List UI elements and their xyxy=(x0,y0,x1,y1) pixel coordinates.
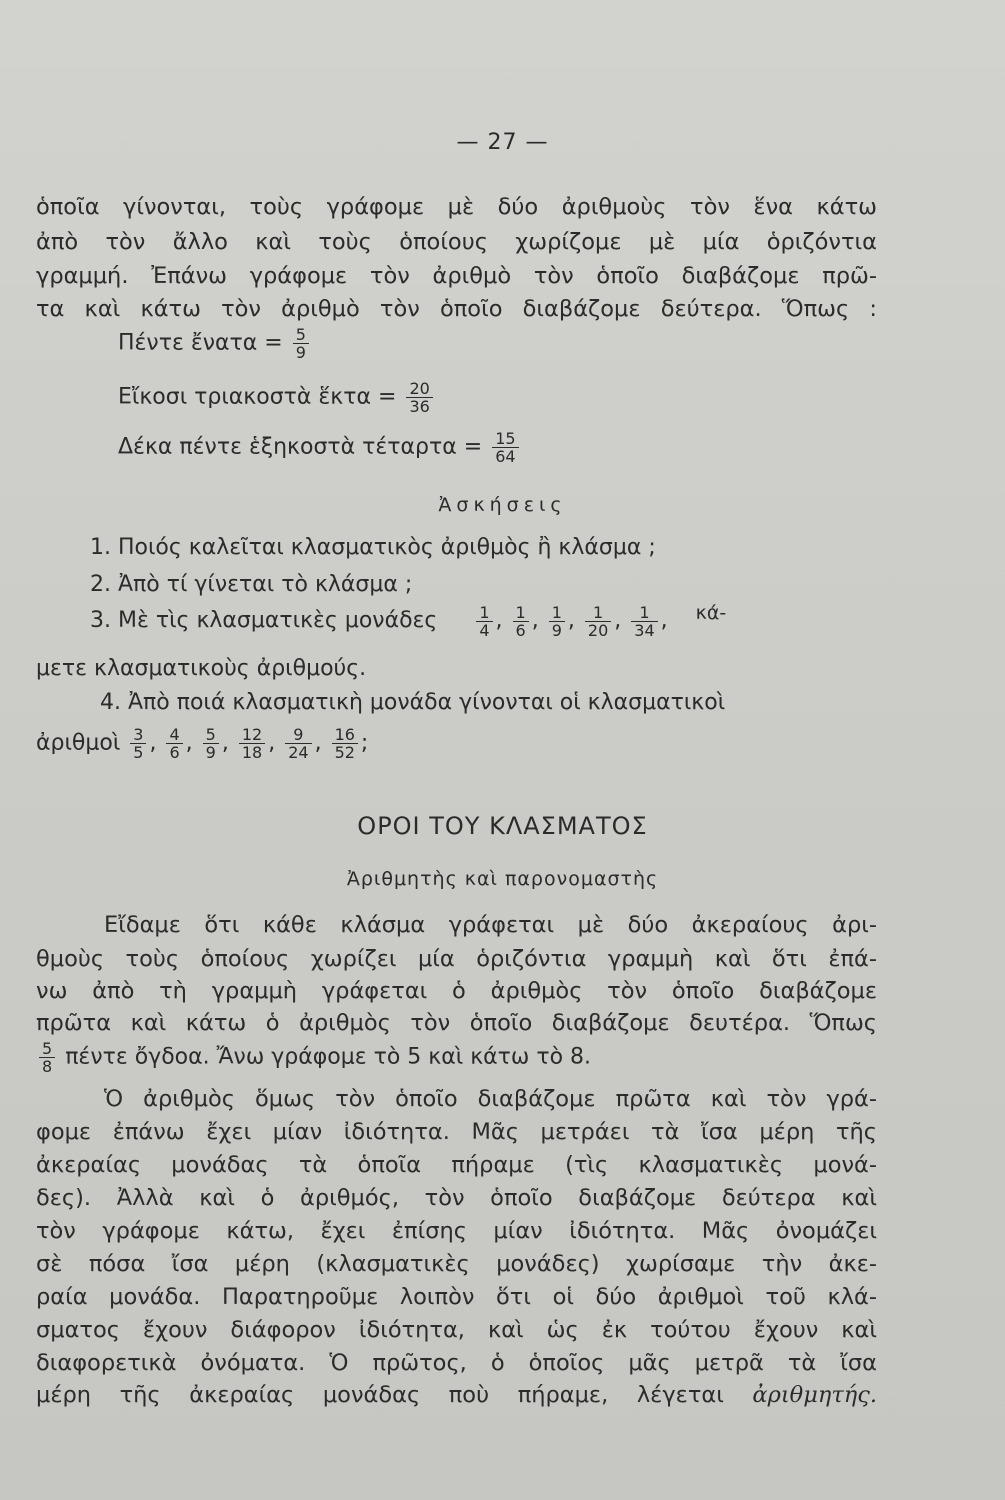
intro-line-3: γραμμή. Ἐπάνω γράφομε τὸν ἀριθμὸ τὸν ὁποῖο διαβάζομε πρῶ- xyxy=(36,263,877,289)
body-p1-line-3: νω ἀπὸ τὴ γραμμὴ γράφεται ὁ ἀριθμὸς τὸν ὁποῖο διαβάζομε xyxy=(36,978,877,1004)
denominator: 6 xyxy=(513,621,529,639)
fraction xyxy=(285,726,311,761)
denominator: 9 xyxy=(203,743,219,761)
fraction xyxy=(406,380,432,415)
denominator: 64 xyxy=(492,447,518,465)
denominator: 24 xyxy=(285,743,311,761)
denominator: 18 xyxy=(239,743,265,761)
numerator: 5 xyxy=(295,325,306,344)
denominator: 8 xyxy=(39,1057,55,1075)
exercises-title: Ἀσκήσεις xyxy=(438,494,567,516)
numerator: 3 xyxy=(133,725,144,744)
exercise-2: 2. Ἀπὸ τί γίνεται τὸ κλάσμα ; xyxy=(90,572,413,597)
numerator: 5 xyxy=(42,1039,53,1058)
intro-line-4: τα καὶ κάτω τὸν ἀριθμὸ τὸν ὁποῖο διαβάζομε δεύτερα. Ὅπως : xyxy=(36,296,877,322)
fraction xyxy=(476,604,492,639)
numerator: 15 xyxy=(495,429,516,448)
body-p1-line-5 xyxy=(36,1040,591,1075)
denominator: 9 xyxy=(293,343,309,361)
exercise-3-tail: κά- xyxy=(695,602,727,624)
fraction xyxy=(332,726,358,761)
denominator: 5 xyxy=(130,743,146,761)
denominator: 6 xyxy=(166,743,182,761)
exercise-3-line-2: μετε κλασματικοὺς ἀριθμούς. xyxy=(36,656,367,681)
body-p2-line-9: διαφορετικὰ ὀνόματα. Ὁ πρῶτος, ὁ ὁποῖος μᾶς μετρᾶ τὰ ἴσα xyxy=(36,1350,877,1376)
body-p1-line-2: θμοὺς τοὺς ὁποίους χωρίζει μία ὁριζόντια γραμμὴ καὶ ὅτι ἐπά- xyxy=(36,946,877,972)
body-p2-last-text: μέρη τῆς ἀκεραίας μονάδας ποὺ πήραμε, λέγεται xyxy=(36,1382,724,1408)
denominator: 52 xyxy=(332,743,358,761)
denominator: 34 xyxy=(631,621,657,639)
denominator: 9 xyxy=(549,621,565,639)
body-p2-line-1: Ὁ ἀριθμὸς ὅμως τὸν ὁποῖο διαβάζομε πρῶτα καὶ τὸν γρά- xyxy=(104,1086,877,1112)
denominator: 20 xyxy=(585,621,611,639)
numerator: 5 xyxy=(205,725,216,744)
fraction xyxy=(130,726,146,761)
page-number: — 27 — xyxy=(456,130,549,155)
numerator: 1 xyxy=(515,602,526,622)
exercise-4: 4. Ἀπὸ ποιά κλασματικὴ μονάδα γίνονται οἱ κλασματικοὶ xyxy=(100,690,726,715)
numerator: 9 xyxy=(293,725,304,744)
exercise-1: 1. Ποιός καλεῖται κλασματικὸς ἀριθμὸς ἢ κλάσμα ; xyxy=(90,535,656,560)
body-p2-line-8: σματος ἔχουν διάφορον ἰδιότητα, καὶ ὡς ἐκ τούτου ἔχουν καὶ xyxy=(36,1317,877,1343)
numerator: 1 xyxy=(479,602,490,622)
numerator: 20 xyxy=(409,379,430,398)
body-p2-line-10 xyxy=(36,1380,877,1410)
exercise-4-lead: ἀριθμοὶ xyxy=(36,730,121,756)
intro-line-1: ὁποῖα γίνονται, τοὺς γράφομε μὲ δύο ἀριθμοὺς τὸν ἕνα κάτω xyxy=(36,194,877,220)
fraction xyxy=(585,604,611,639)
body-p1-last-text: πέντε ὄγδοα. Ἄνω γράφομε τὸ 5 καὶ κάτω τὸ 8. xyxy=(65,1044,592,1070)
denominator: 36 xyxy=(406,397,432,415)
example-words: Δέκα πέντε ἑξηκοστὰ τέταρτα xyxy=(118,434,457,460)
section-title: ΟΡΟΙ ΤΟΥ ΚΛΑΣΜΑΤΟΣ xyxy=(357,812,648,840)
denominator: 4 xyxy=(476,621,492,639)
body-p2-line-7: ραία μονάδα. Παρατηροῦμε λοιπὸν ὅτι οἱ δύο ἀριθμοὶ τοῦ κλά- xyxy=(36,1284,877,1310)
section-subtitle: Ἀριθμητὴς καὶ παρονομαστὴς xyxy=(346,868,659,890)
body-p1-line-1: Εἴδαμε ὅτι κάθε κλάσμα γράφεται μὲ δύο ἀκεραίους ἀρι- xyxy=(104,912,877,938)
exercise-3: 3. Μὲ τὶς κλασματικὲς μονάδες $\frac{1}{4}$ , $\frac{1}{6}$ , $\frac{1}{9}$ , $\frac{1}{20}$ , $\frac{1}{34}$ , κά- xyxy=(90,602,727,640)
numerator: 4 xyxy=(169,725,180,744)
example-1 xyxy=(118,326,312,361)
equals-sign: = xyxy=(463,434,483,460)
fraction xyxy=(203,726,219,761)
exercise-3-text: 3. Μὲ τὶς κλασματικὲς μονάδες xyxy=(90,608,438,633)
fraction xyxy=(513,604,529,639)
body-p2-line-6: σὲ πόσα ἴσα μέρη (κλασματικὲς μονάδες) χωρίσαμε τὴν ἀκε- xyxy=(36,1251,877,1277)
numerator: 12 xyxy=(241,725,263,744)
numerator: 16 xyxy=(334,725,355,744)
example-words: Εἴκοσι τριακοστὰ ἕκτα xyxy=(118,384,372,410)
fraction xyxy=(166,726,182,761)
fraction xyxy=(293,326,309,361)
numerator: 1 xyxy=(639,602,650,622)
numerator: 1 xyxy=(551,602,562,622)
example-words: Πέντε ἔνατα xyxy=(118,330,258,356)
fraction xyxy=(631,604,657,639)
equals-sign: = xyxy=(264,330,283,356)
body-p2-line-4: δες). Ἀλλὰ καὶ ὁ ἀριθμός, τὸν ὁποῖο διαβάζομε δεύτερα καὶ xyxy=(36,1185,877,1211)
numerator: 1 xyxy=(592,602,604,622)
example-2 xyxy=(118,380,436,415)
fraction xyxy=(239,726,265,761)
equals-sign: = xyxy=(378,384,397,410)
fraction xyxy=(549,604,565,639)
term-numerator: ἀριθμητής. xyxy=(752,1382,877,1408)
body-p1-line-4: πρῶτα καὶ κάτω ὁ ἀριθμὸς τὸν ὁποῖο διαβάζομε δευτέρα. Ὅπως xyxy=(36,1010,877,1036)
body-p2-line-2: φομε ἐπάνω ἔχει μίαν ἰδιότητα. Μᾶς μετράει τὰ ἴσα μέρη τῆς xyxy=(36,1119,877,1145)
intro-line-2: ἀπὸ τὸν ἄλλο καὶ τοὺς ὁποίους χωρίζομε μὲ μία ὁριζόντια xyxy=(36,229,877,255)
fraction xyxy=(492,430,518,465)
exercise-4-end: ; xyxy=(360,730,369,756)
body-p2-line-5: τὸν γράφομε κάτω, ἔχει ἐπίσης μίαν ἰδιότητα. Μᾶς ὀνομάζει xyxy=(36,1218,877,1244)
example-3 xyxy=(118,430,522,465)
fraction xyxy=(39,1040,55,1075)
body-p2-line-3: ἀκεραίας μονάδας τὰ ὁποῖα πήραμε (τὶς κλασματικὲς μονά- xyxy=(36,1152,877,1178)
exercise-4-line-2: ἀριθμοὶ $\frac{3}{5}$ , $\frac{4}{6}$ , $\frac{5}{9}$ , $\frac{12}{18}$ , $\frac{9}{24}$ , $\frac{16}{52}$ ; xyxy=(36,725,369,762)
